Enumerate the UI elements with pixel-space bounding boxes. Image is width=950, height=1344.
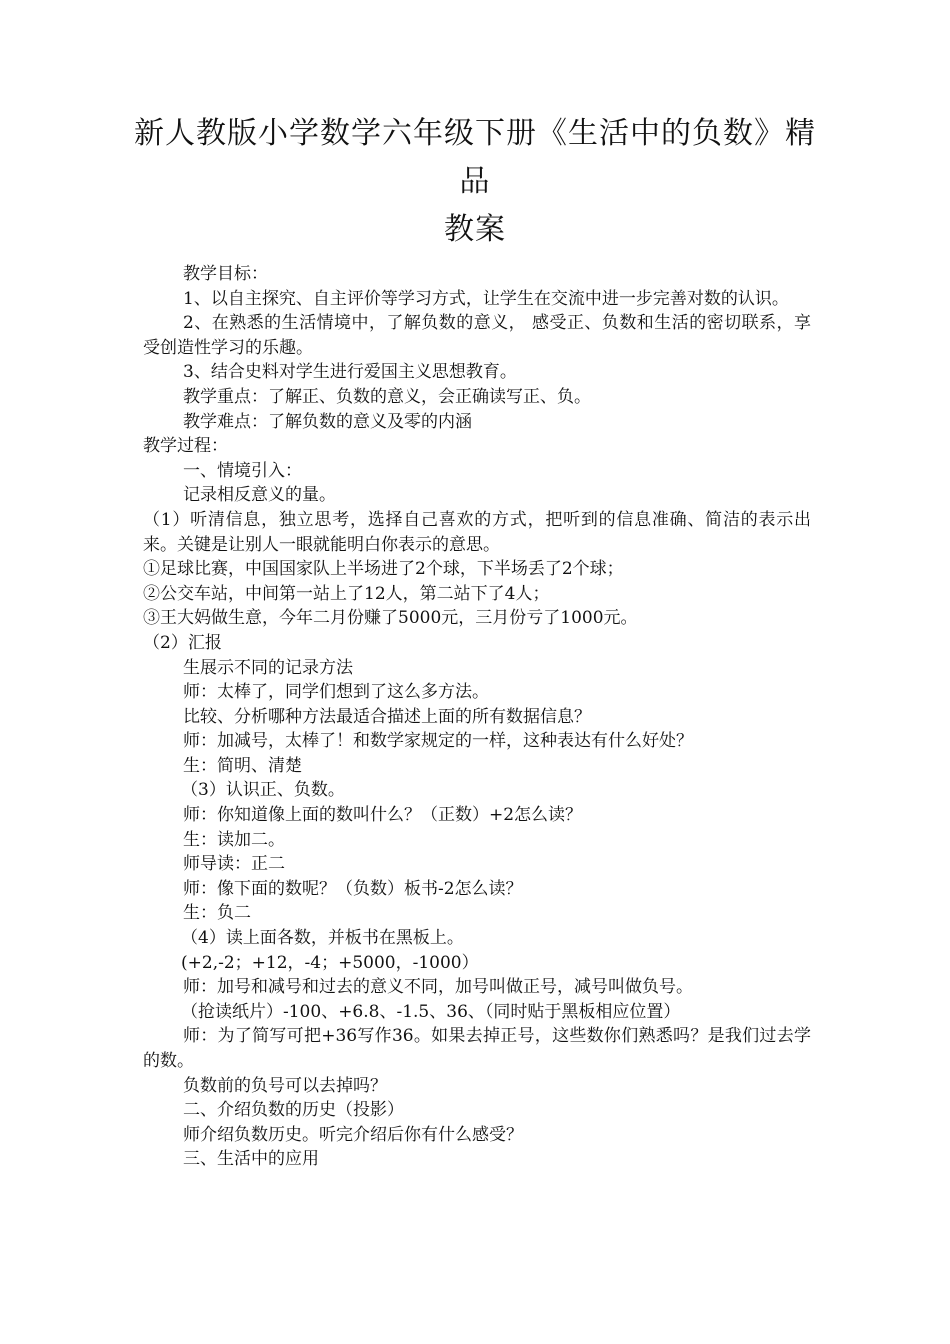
- paragraph: 生：简明、清楚: [183, 755, 302, 776]
- paragraph: （2）汇报: [143, 632, 222, 653]
- paragraph: （4）读上面各数，并板书在黑板上。: [181, 928, 464, 949]
- paragraph: 教学难点：了解负数的意义及零的内涵: [183, 411, 472, 432]
- paragraph: 3、结合史料对学生进行爱国主义思想教育。: [183, 362, 517, 383]
- list-item: ②公交车站，中间第一站上了12人，第二站下了4人；: [143, 583, 550, 604]
- list-item: ③王大妈做生意，今年二月份赚了5000元，三月份亏了1000元。: [143, 608, 638, 629]
- paragraph: （1）听清信息，独立思考，选择自己喜欢的方式，把听到的信息准确、简洁的表示出来。关键是让别人一眼就能明白你表示的意思。: [143, 509, 811, 555]
- document-body: [143, 262, 811, 1172]
- paragraph: 比较、分析哪种方法最适合描述上面的所有数据信息？: [183, 706, 591, 727]
- paragraph: 师：加减号，太棒了！和数学家规定的一样，这种表达有什么好处？: [183, 731, 693, 752]
- title-line-1: 新人教版小学数学六年级下册《生活中的负数》精品: [134, 116, 816, 199]
- paragraph: (+2,-2；+12，-4；+5000，-1000）: [181, 952, 479, 973]
- section-heading: 教学过程：: [143, 436, 228, 457]
- paragraph: 二、介绍负数的历史（投影）: [183, 1100, 404, 1121]
- paragraph: 师：太棒了，同学们想到了这么多方法。: [183, 682, 489, 703]
- paragraph: 1、以自主探究、自主评价等学习方式，让学生在交流中进一步完善对数的认识。: [183, 288, 789, 309]
- paragraph: 三、生活中的应用: [183, 1149, 319, 1170]
- paragraph: 生展示不同的记录方法: [183, 657, 353, 678]
- paragraph: 生：负二: [183, 903, 251, 924]
- paragraph: 师：为了简写可把+36写作36。如果去掉正号，这些数你们熟悉吗？是我们过去学的数。: [143, 1026, 811, 1071]
- paragraph: 师：像下面的数呢？（负数）板书-2怎么读？: [183, 878, 523, 899]
- paragraph: 师：你知道像上面的数叫什么？（正数）+2怎么读？: [183, 805, 583, 826]
- list-item: ①足球比赛，中国国家队上半场进了2个球，下半场丢了2个球；: [143, 559, 624, 580]
- title-line-2: 教案: [444, 212, 506, 247]
- document-title: [130, 110, 820, 254]
- paragraph: 2、在熟悉的生活情境中，了解负数的意义， 感受正、负数和生活的密切联系，享受创造性学习的乐趣。: [143, 313, 811, 358]
- paragraph: （抢读纸片）-100、+6.8、-1.5、36、（同时贴于黑板相应位置）: [181, 1001, 681, 1022]
- paragraph: 师介绍负数历史。听完介绍后你有什么感受？: [183, 1124, 523, 1145]
- paragraph: 教学重点：了解正、负数的意义，会正确读写正、负。: [183, 386, 591, 407]
- paragraph: 师导读：正二: [183, 854, 285, 875]
- paragraph: 生：读加二。: [183, 829, 285, 850]
- paragraph: 师：加号和减号和过去的意义不同，加号叫做正号，减号叫做负号。: [183, 977, 693, 998]
- paragraph: （3）认识正、负数。: [181, 780, 345, 801]
- paragraph: 教学目标：: [183, 264, 268, 284]
- paragraph: 一、情境引入：: [183, 460, 302, 481]
- paragraph: 负数前的负号可以去掉吗？: [183, 1075, 387, 1096]
- paragraph: 记录相反意义的量。: [183, 485, 336, 506]
